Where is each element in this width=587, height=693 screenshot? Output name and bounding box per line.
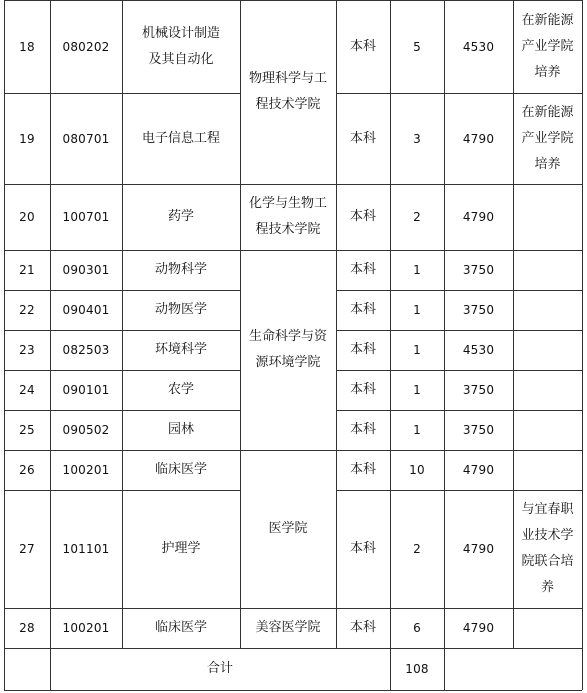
quota-count: 1 — [413, 303, 421, 317]
major-code: 090301 — [62, 263, 110, 277]
tuition-fee: 4530 — [462, 39, 495, 54]
college-name: 物理科学与工程技术学院 — [248, 71, 327, 112]
quota-count: 1 — [413, 263, 421, 277]
degree-level: 本科 — [349, 422, 376, 437]
tuition-fee: 4790 — [462, 131, 495, 146]
major-code: 082503 — [62, 343, 110, 357]
tuition-fee: 3750 — [462, 383, 495, 397]
row-number: 19 — [19, 131, 35, 146]
remark — [513, 250, 582, 290]
remark — [513, 410, 582, 450]
major-name: 临床医学 — [154, 620, 207, 635]
remark — [513, 450, 582, 490]
major-code: 100201 — [62, 621, 110, 635]
quota-count: 6 — [413, 621, 421, 635]
remark: 在新能源产业学院培养 — [521, 104, 574, 172]
quota-count: 1 — [413, 423, 421, 437]
enrollment-table — [4, 0, 582, 690]
degree-level: 本科 — [349, 462, 376, 477]
row-number: 18 — [19, 39, 35, 54]
major-code: 080202 — [62, 39, 110, 54]
table-gridline — [582, 0, 583, 690]
quota-count: 2 — [413, 542, 421, 556]
college-name: 生命科学与资源环境学院 — [248, 329, 327, 370]
row-number: 28 — [19, 621, 35, 635]
row-number: 21 — [19, 263, 35, 277]
major-name: 药学 — [167, 209, 194, 224]
major-name: 电子信息工程 — [141, 130, 220, 146]
total-label: 合计 — [206, 661, 233, 676]
quota-count: 1 — [413, 343, 421, 357]
major-code: 101101 — [62, 542, 110, 556]
quota-count: 2 — [413, 210, 421, 224]
degree-level: 本科 — [349, 302, 376, 317]
major-code: 090101 — [62, 383, 110, 397]
tuition-fee: 4790 — [462, 210, 495, 224]
degree-level: 本科 — [349, 382, 376, 397]
degree-level: 本科 — [349, 620, 376, 635]
degree-level: 本科 — [349, 209, 376, 224]
major-name: 动物科学 — [154, 262, 207, 277]
remark — [513, 184, 582, 250]
row-number: 24 — [19, 383, 35, 397]
remark — [513, 290, 582, 330]
degree-level: 本科 — [349, 342, 376, 357]
college-name: 美容医学院 — [255, 620, 321, 635]
major-code: 100201 — [62, 463, 110, 477]
degree-level: 本科 — [349, 38, 376, 54]
tuition-fee: 3750 — [462, 303, 495, 317]
row-number: 23 — [19, 343, 35, 357]
major-code: 080701 — [62, 131, 110, 146]
tuition-fee: 3750 — [462, 423, 495, 437]
major-name: 园林 — [167, 422, 194, 437]
remark — [513, 608, 582, 648]
degree-level: 本科 — [349, 262, 376, 277]
major-code: 090401 — [62, 303, 110, 317]
row-number: 25 — [19, 423, 35, 437]
remark: 在新能源产业学院培养 — [521, 12, 574, 80]
tuition-fee: 4790 — [462, 542, 495, 556]
row-number: 27 — [19, 542, 35, 556]
tuition-fee: 4790 — [462, 621, 495, 635]
major-name: 动物医学 — [154, 302, 207, 317]
quota-count: 10 — [409, 463, 425, 477]
row-number: 26 — [19, 463, 35, 477]
major-name: 环境科学 — [154, 342, 207, 357]
row-number: 20 — [19, 210, 35, 224]
row-number: 22 — [19, 303, 35, 317]
remark — [513, 370, 582, 410]
major-code: 100701 — [62, 210, 110, 224]
major-name: 机械设计制造及其自动化 — [141, 25, 220, 67]
college-name: 医学院 — [268, 521, 308, 536]
tuition-fee: 4790 — [462, 463, 495, 477]
major-name: 护理学 — [161, 541, 201, 556]
quota-count: 3 — [413, 131, 421, 146]
degree-level: 本科 — [349, 541, 376, 556]
major-name: 临床医学 — [154, 462, 207, 477]
remark: 与宜春职业技术学院联合培养 — [521, 502, 574, 595]
college-name: 化学与生物工程技术学院 — [248, 196, 327, 237]
tuition-fee: 4530 — [462, 343, 495, 357]
table-gridline — [4, 690, 582, 691]
major-name: 农学 — [167, 382, 194, 397]
total-value: 108 — [405, 662, 429, 676]
quota-count: 1 — [413, 383, 421, 397]
remark — [513, 330, 582, 370]
tuition-fee: 3750 — [462, 263, 495, 277]
table-gridline — [444, 648, 445, 690]
major-code: 090502 — [62, 423, 110, 437]
quota-count: 5 — [413, 39, 421, 54]
degree-level: 本科 — [349, 130, 376, 146]
